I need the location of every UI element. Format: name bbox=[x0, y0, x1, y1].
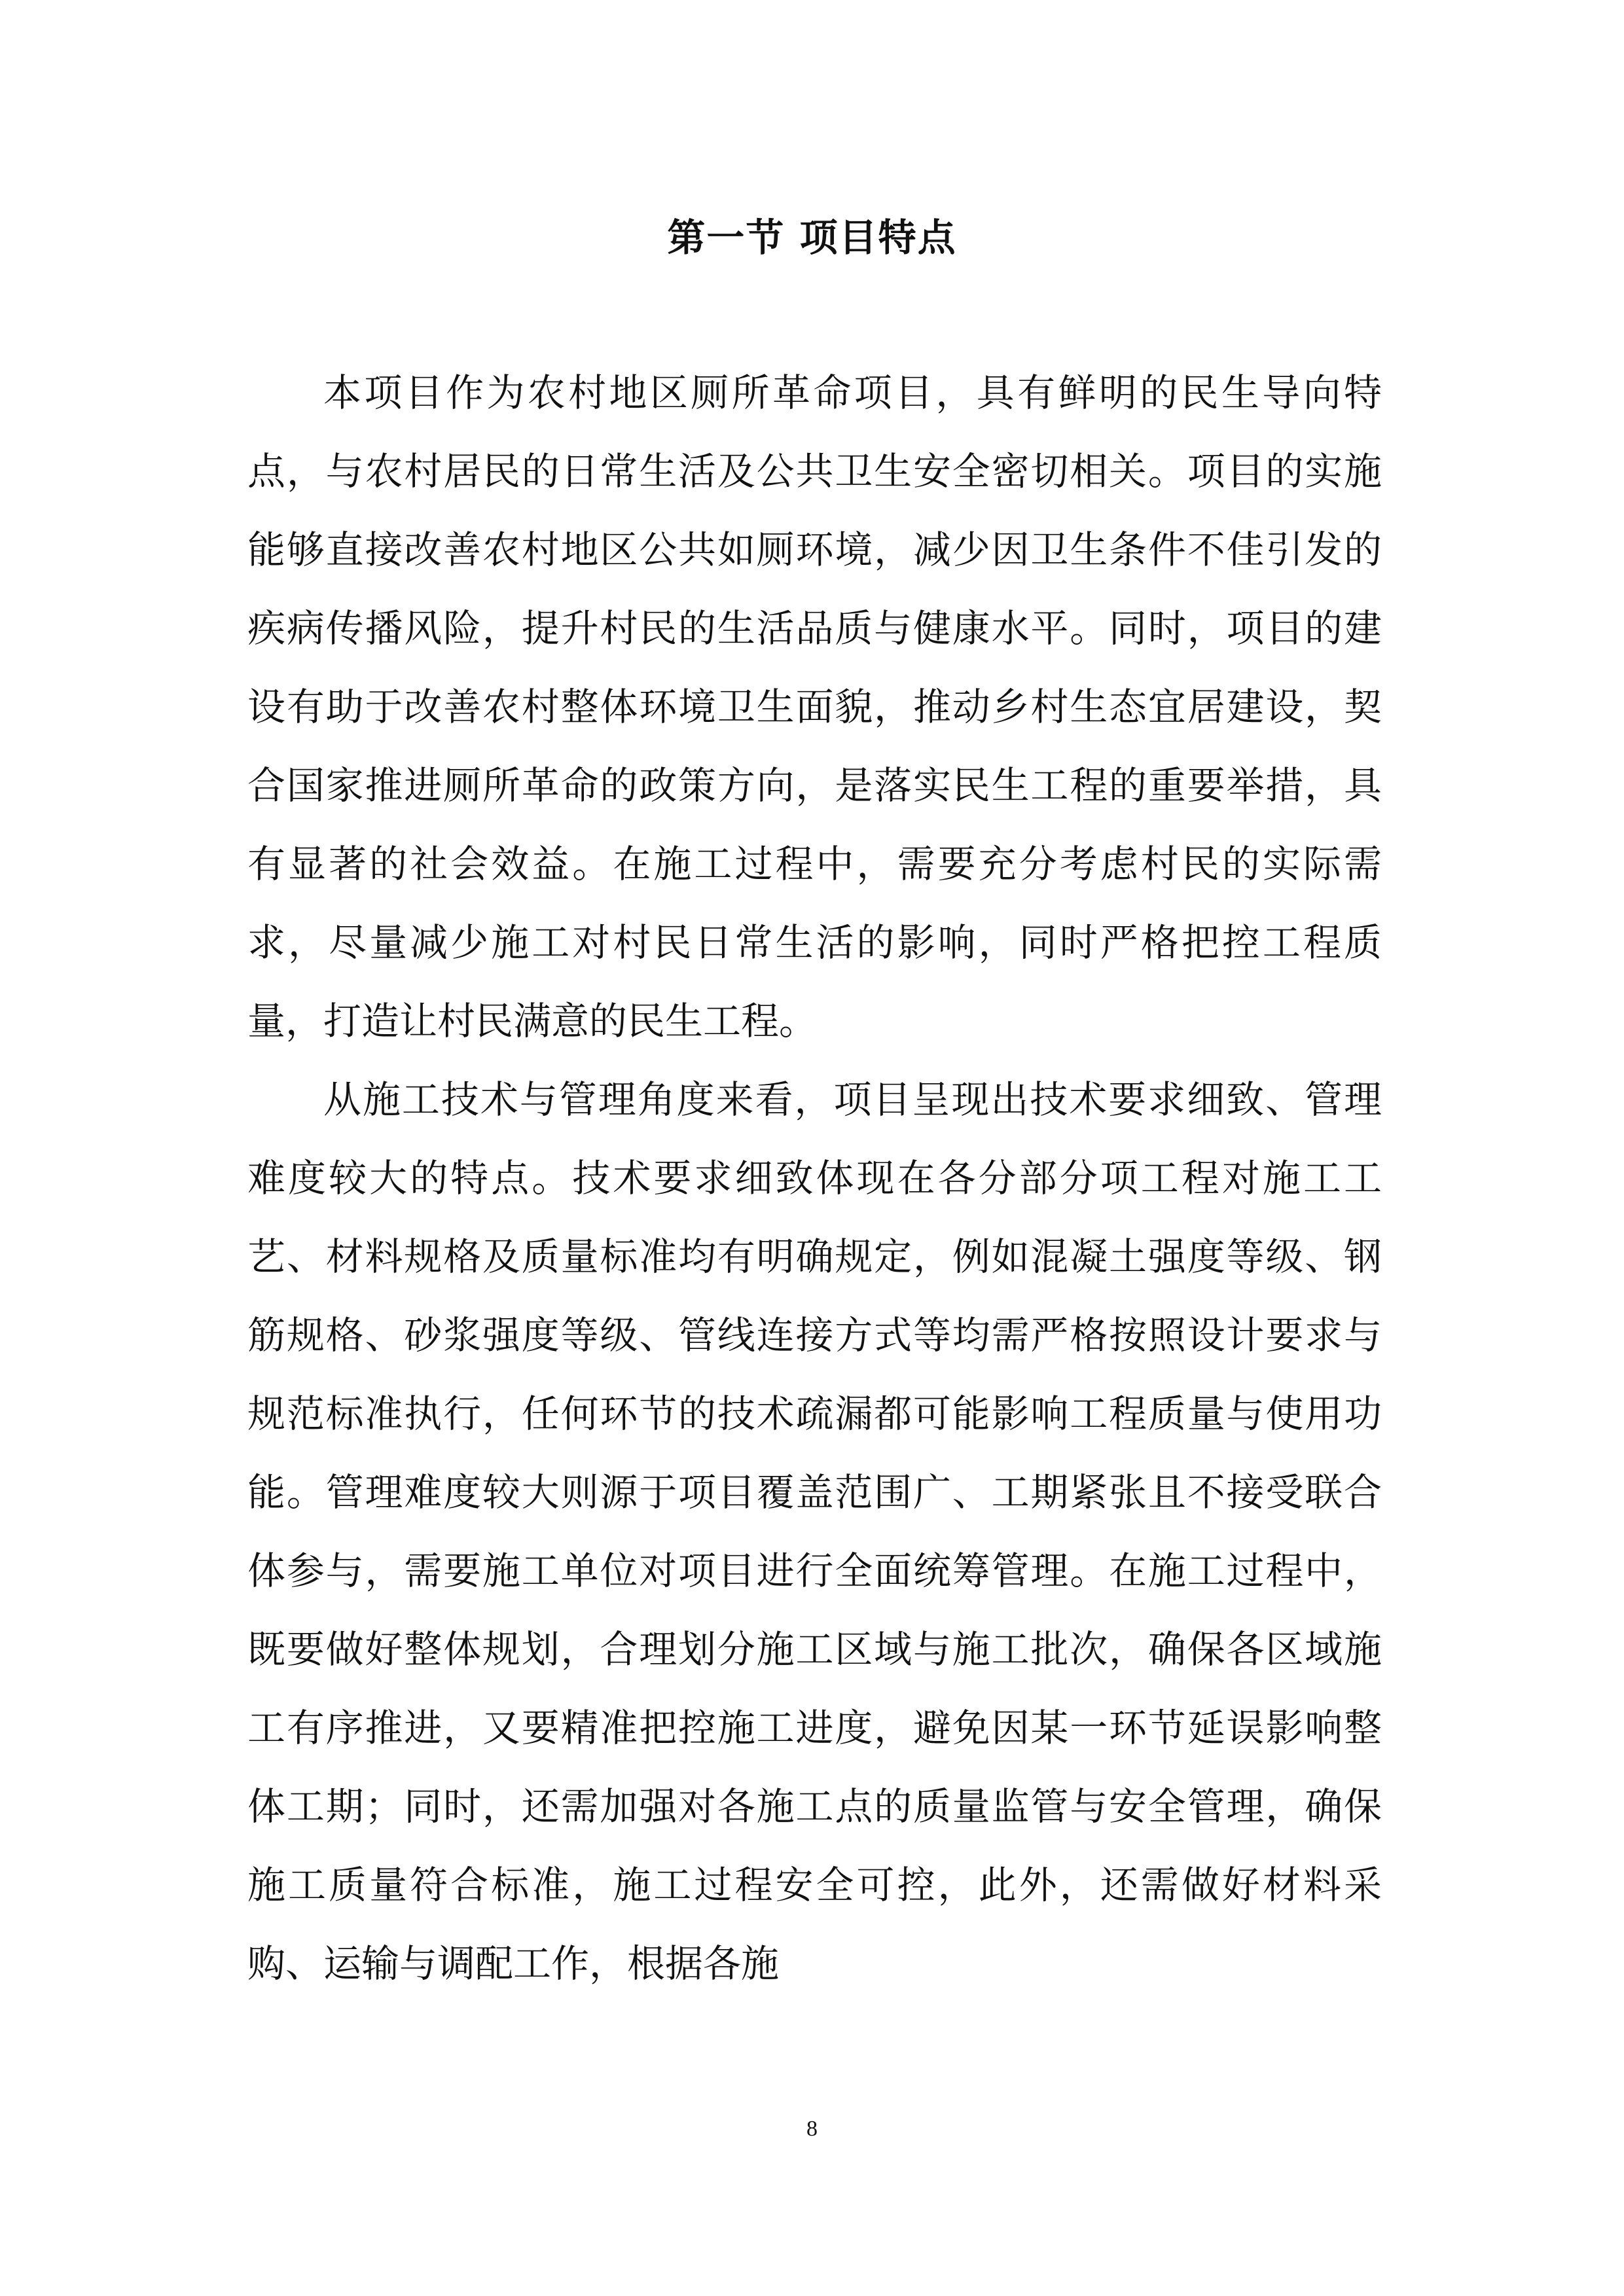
section-title: 第一节 项目特点 bbox=[667, 215, 957, 260]
page-number: 8 bbox=[806, 2117, 818, 2141]
paragraph: 本项目作为农村地区厕所革命项目，具有鲜明的民生导向特点，与农村居民的日常生活及公共卫生安全密切相关。项目的实施能够直接改善农村地区公共如厕环境，减少因卫生条件不佳引发的疾病传播风险，提升村民的生活品质与健康水平。同时，项目的建设有助于改善农村整体环境卫生面貌，推动乡村生态宜居建设，契合国家推进厕所革命的政策方向，是落实民生工程的重要举措，具有显著的社会效益。在施工过程中，需要充分考虑村民的实际需求，尽量减少施工对村民日常生活的影响，同时严格把控工程质量，打造让村民满意的民生工程。 bbox=[247, 370, 1382, 1043]
body-text bbox=[247, 353, 1382, 2003]
paragraph: 从施工技术与管理角度来看，项目呈现出技术要求细致、管理难度较大的特点。技术要求细致体现在各分部分项工程对施工工艺、材料规格及质量标准均有明确规定，例如混凝土强度等级、钢筋规格、砂浆强度等级、管线连接方式等均需严格按照设计要求与规范标准执行，任何环节的技术疏漏都可能影响工程质量与使用功能。管理难度较大则源于项目覆盖范围广、工期紧张且不接受联合体参与，需要施工单位对项目进行全面统筹管理。在施工过程中，既要做好整体规划，合理划分施工区域与施工批次，确保各区域施工有序推进，又要精准把控施工进度，避免因某一环节延误影响整体工期；同时，还需加强对各施工点的质量监管与安全管理，确保施工质量符合标准，施工过程安全可控，此外，还需做好材料采购、运输与调配工作，根据各施 bbox=[247, 1077, 1382, 1986]
